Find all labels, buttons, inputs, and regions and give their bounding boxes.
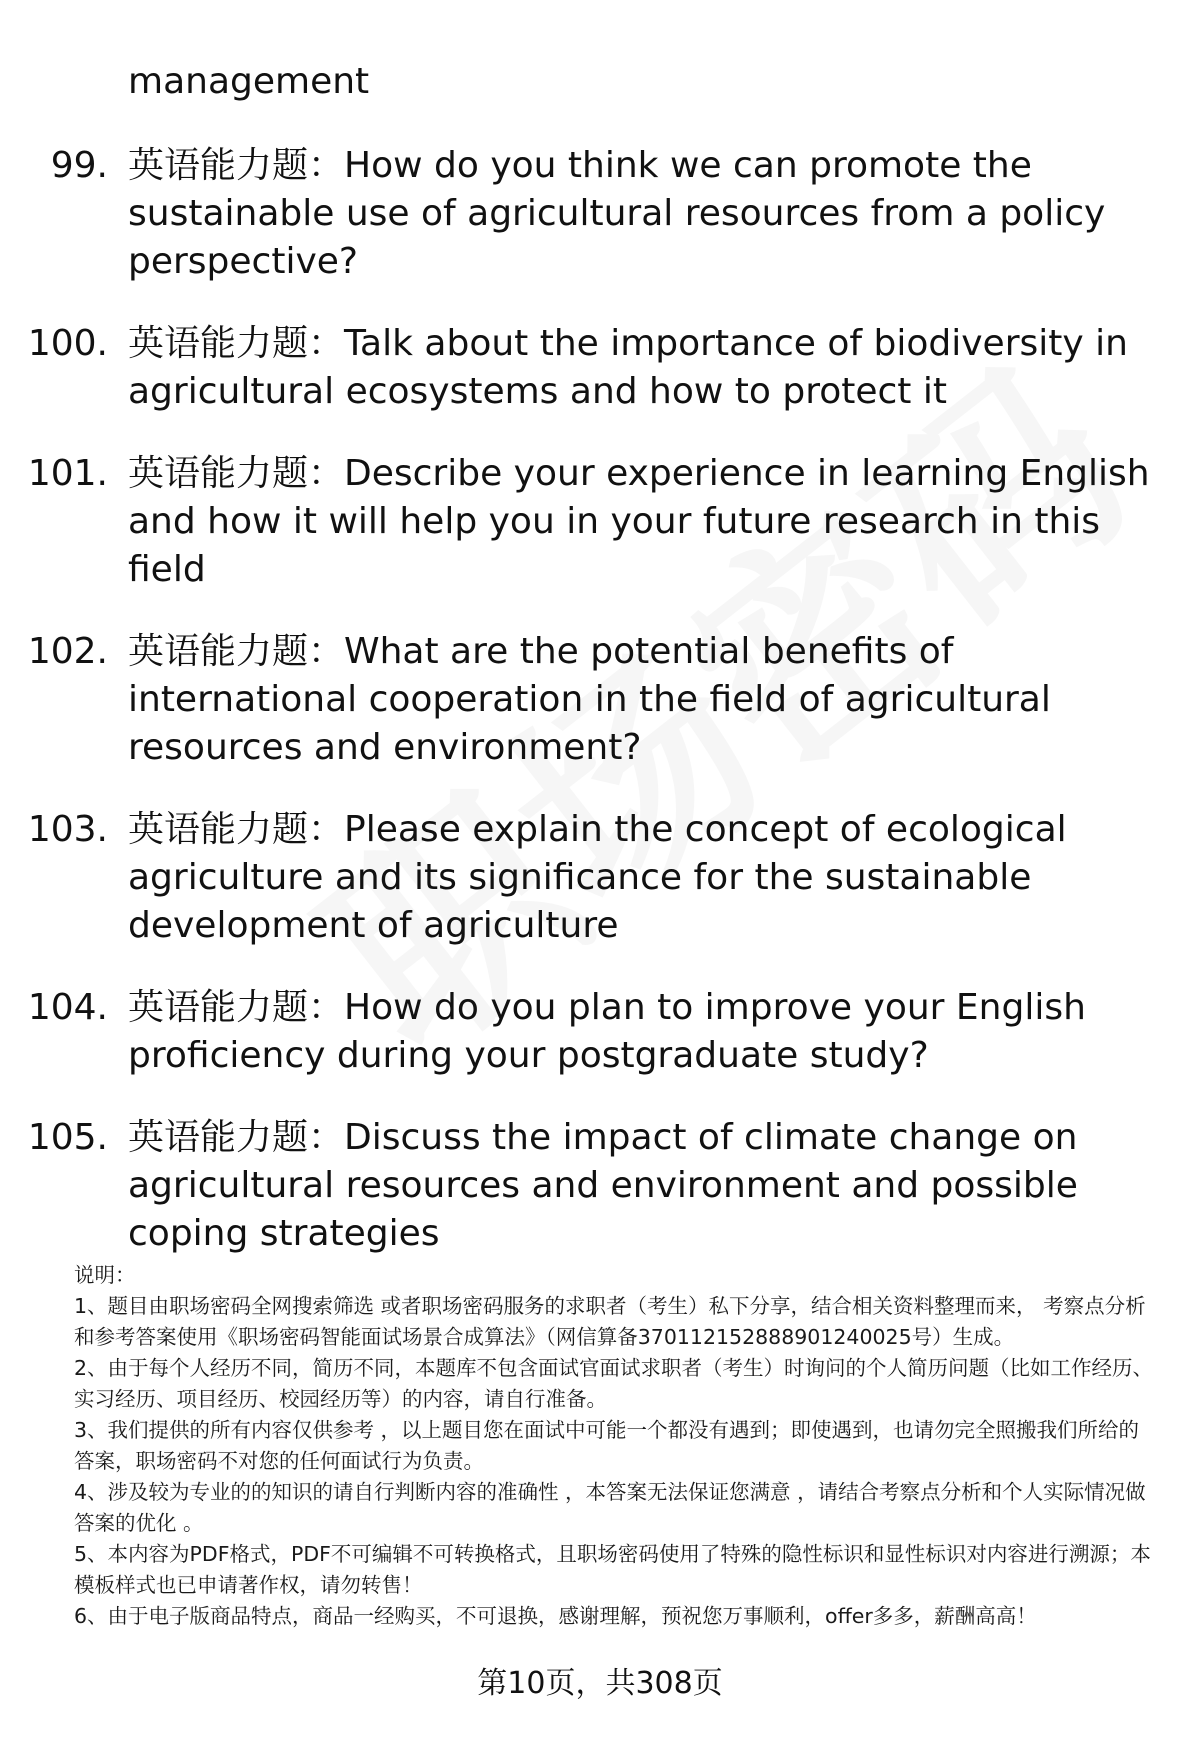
question-text: How do you plan to improve your English proficiency during your postgraduate study? <box>128 987 1086 1076</box>
question-body <box>128 984 1170 1080</box>
question-body <box>128 628 1170 772</box>
question-number: 104. <box>27 987 108 1028</box>
notes-heading: 说明： <box>74 1263 136 1287</box>
note-item: 2、由于每个人经历不同，简历不同，本题库不包含面试官面试求职者（考生）时询问的个人简历问题（比如工作经历、实习经历、项目经历、校园经历等）的内容，请自行准备。 <box>74 1356 1154 1411</box>
question-number: 102. <box>27 631 108 672</box>
note-item: 6、由于电子版商品特点，商品一经购买，不可退换，感谢理解，预祝您万事顺利，offer多多，薪酬高高！ <box>74 1604 1037 1628</box>
note-item: 1、题目由职场密码全网搜索筛选 或者职场密码服务的求职者（考生）私下分享，结合相关资料整理而来， 考察点分析和参考答案使用《职场密码智能面试场景合成算法》（网信算备370112152888901240025号）生成。 <box>74 1294 1146 1349</box>
question-text: Describe your experience in learning English and how it will help you in your future research in this field <box>128 453 1150 590</box>
question-prefix: 英语能力题： <box>128 453 345 494</box>
question-text: Discuss the impact of climate change on agricultural resources and environment and possible coping strategies <box>128 1117 1078 1254</box>
question-number: 105. <box>27 1117 108 1158</box>
notes-section <box>74 1260 1154 1632</box>
question-item <box>0 984 1200 1080</box>
question-item <box>0 628 1200 772</box>
carry-over-text: management <box>128 61 370 102</box>
question-text: Please explain the concept of ecological agriculture and its significance for the sustainable development of agriculture <box>128 809 1067 946</box>
question-number: 100. <box>27 323 108 364</box>
question-text: Talk about the importance of biodiversity in agricultural ecosystems and how to protect it <box>128 323 1128 412</box>
question-body <box>128 142 1170 286</box>
page-number: 第10页，共308页 <box>477 1666 723 1701</box>
question-number: 99. <box>50 145 108 186</box>
question-prefix: 英语能力题： <box>128 323 345 364</box>
note-item: 4、涉及较为专业的的知识的请自行判断内容的准确性 ，本答案无法保证您满意 ，请结合考察点分析和个人实际情况做答案的优化 。 <box>74 1480 1146 1535</box>
question-item <box>0 806 1200 950</box>
question-prefix: 英语能力题： <box>128 631 345 672</box>
question-number: 103. <box>27 809 108 850</box>
question-item <box>0 450 1200 594</box>
question-item <box>0 320 1200 416</box>
question-body <box>128 450 1170 594</box>
question-text: What are the potential benefits of international cooperation in the field of agricultural resources and environment? <box>128 631 1051 768</box>
question-prefix: 英语能力题： <box>128 1117 345 1158</box>
question-item <box>0 1114 1200 1258</box>
question-body <box>128 320 1170 416</box>
question-body <box>128 1114 1170 1258</box>
question-prefix: 英语能力题： <box>128 809 345 850</box>
question-prefix: 英语能力题： <box>128 145 345 186</box>
question-number: 101. <box>27 453 108 494</box>
question-body <box>128 806 1170 950</box>
note-item: 3、我们提供的所有内容仅供参考 ，以上题目您在面试中可能一个都没有遇到；即使遇到，也请勿完全照搬我们所给的答案，职场密码不对您的任何面试行为负责。 <box>74 1418 1140 1473</box>
note-item: 5、本内容为PDF格式，PDF不可编辑不可转换格式，且职场密码使用了特殊的隐性标识和显性标识对内容进行溯源；本模板样式也已申请著作权，请勿转售！ <box>74 1542 1151 1597</box>
question-item <box>0 142 1200 286</box>
question-list <box>0 142 1200 1292</box>
question-prefix: 英语能力题： <box>128 987 345 1028</box>
question-text: How do you think we can promote the sustainable use of agricultural resources from a policy perspective? <box>128 145 1106 282</box>
